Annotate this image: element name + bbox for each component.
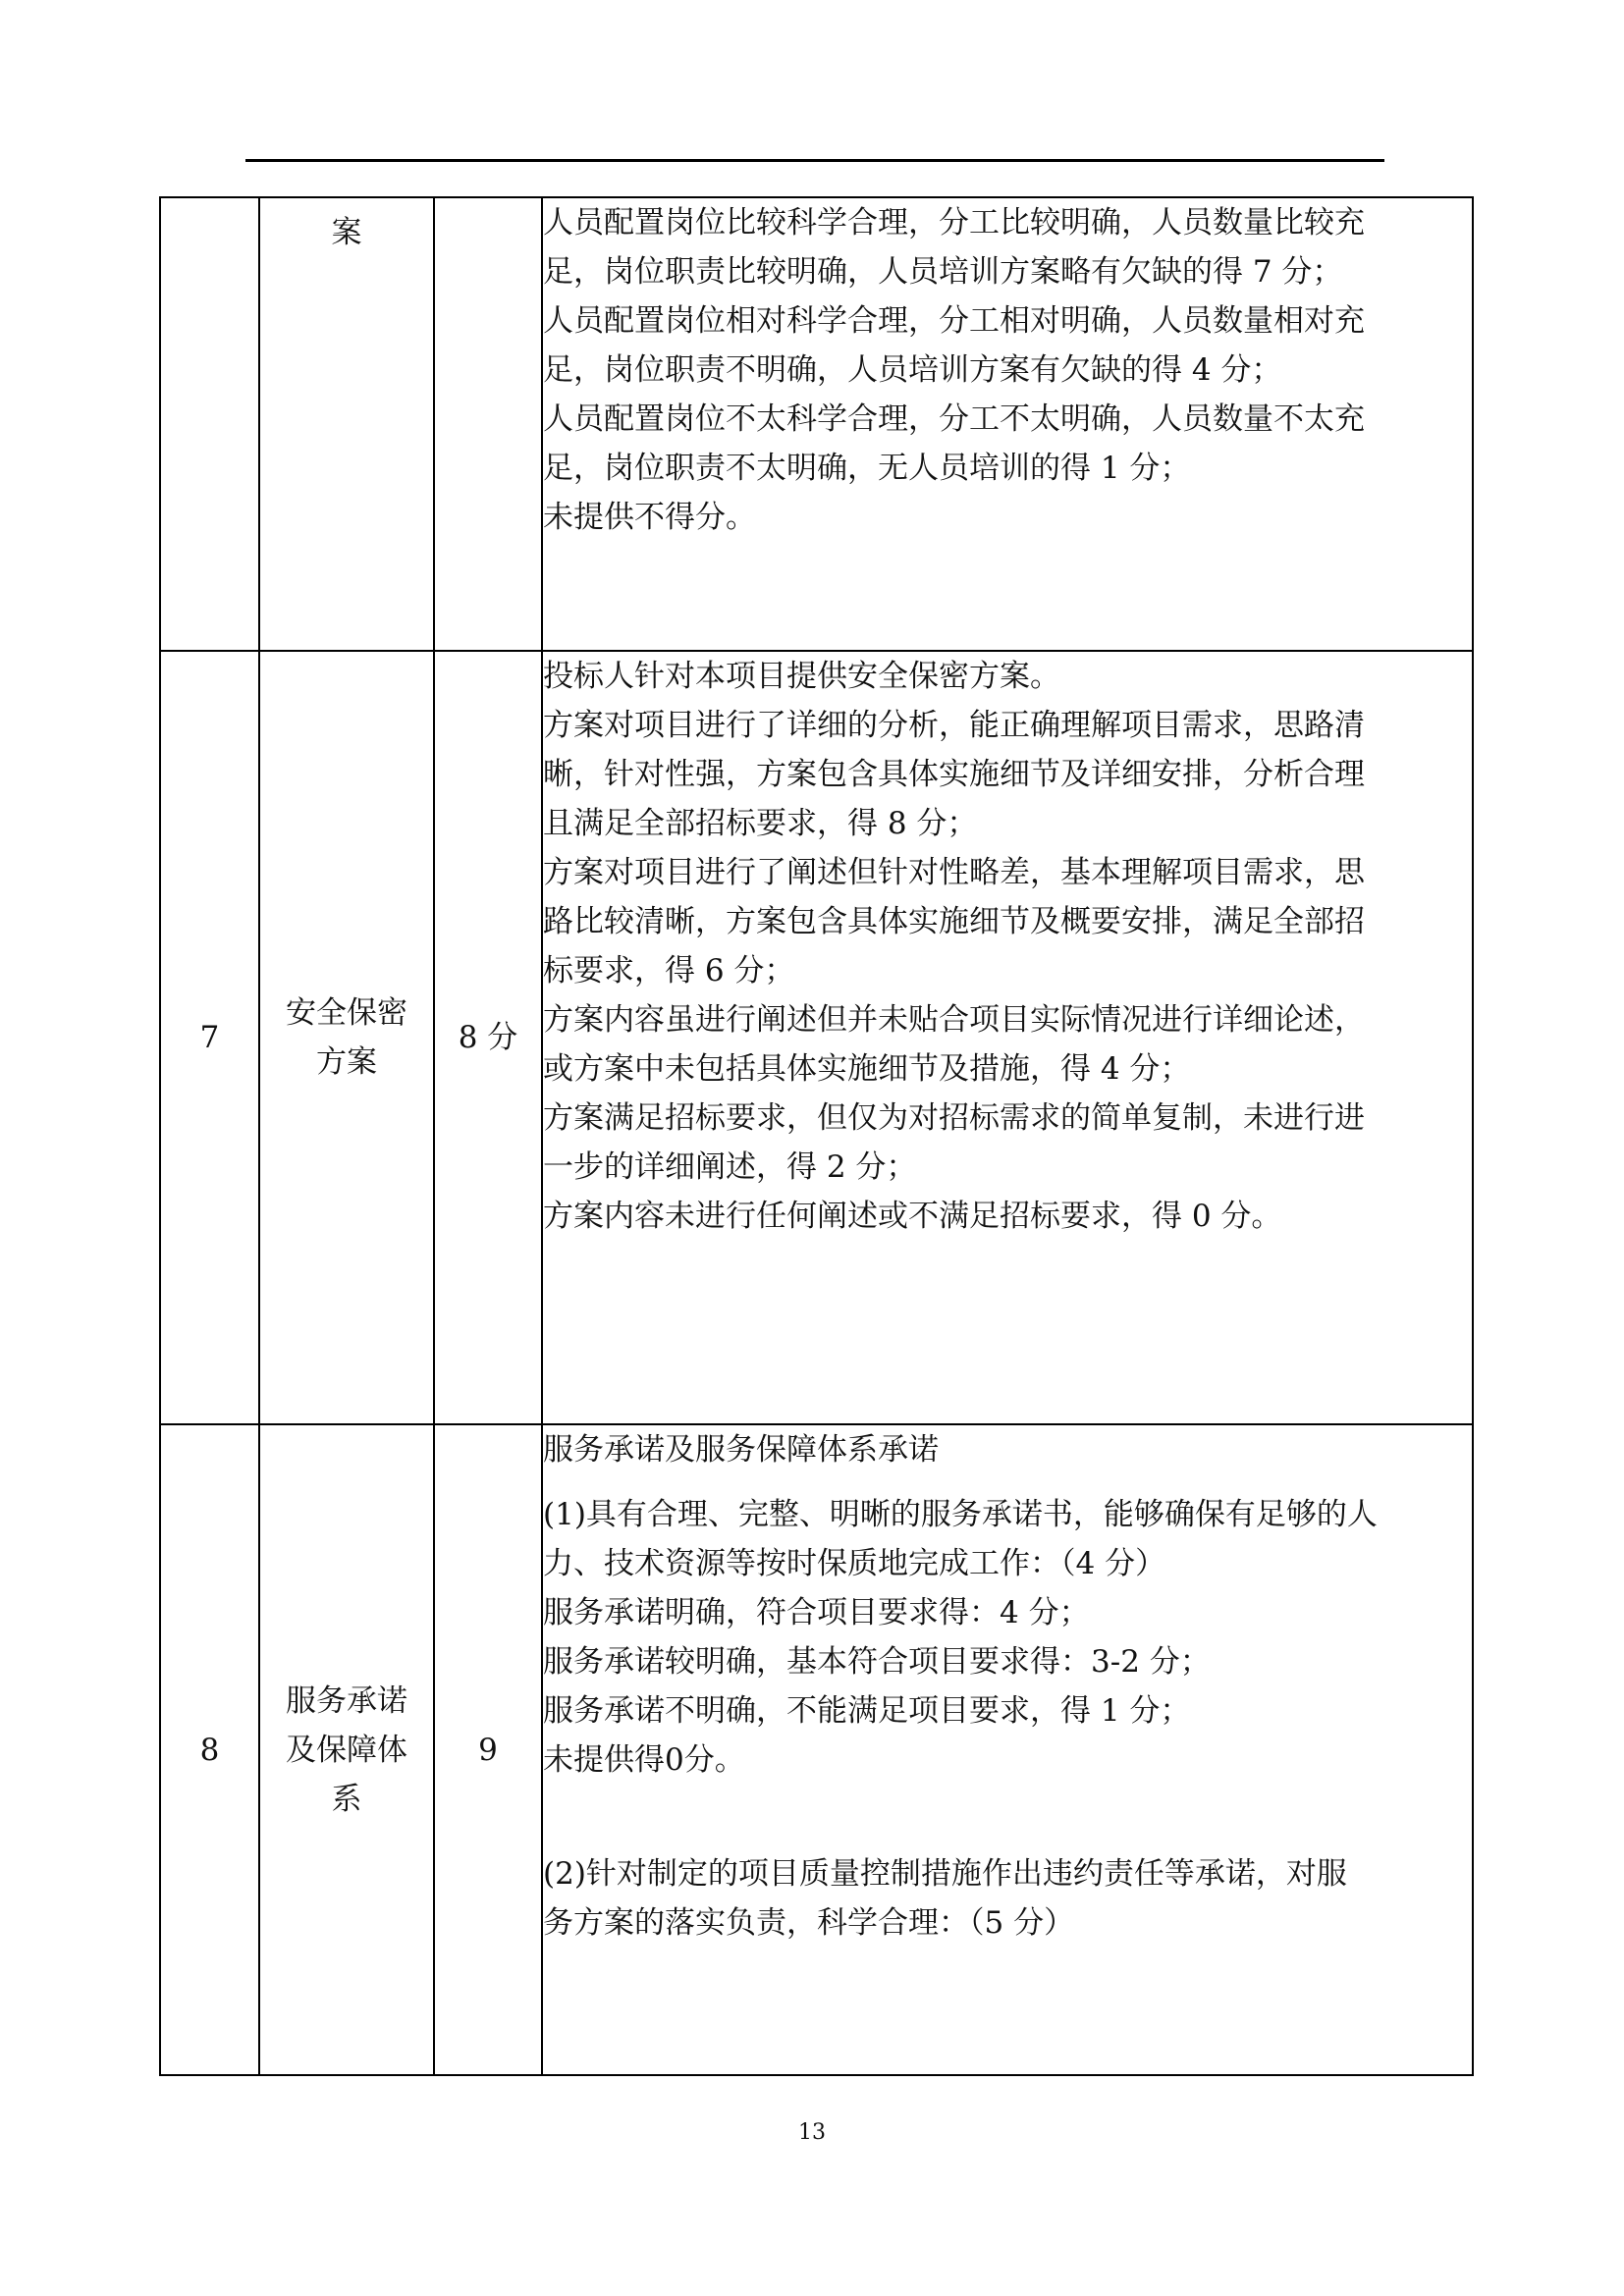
spacer [543,1785,1472,1849]
criteria-line: 足，岗位职责不明确，人员培训方案有欠缺的得 4 分； [543,352,1282,388]
criteria-line: 力、技术资源等按时保质地完成工作：（4 分） [543,1546,1166,1581]
criteria-line: 且满足全部招标要求，得 8 分； [543,806,978,841]
spacer [543,1474,1472,1490]
criteria-line: 方案满足招标要求，但仅为对招标需求的简单复制，未进行进 [543,1100,1365,1136]
criteria-line: 服务承诺不明确，不能满足项目要求，得 1 分； [543,1693,1191,1729]
criteria-line: 服务承诺明确，符合项目要求得：4 分； [543,1595,1090,1630]
criteria-line: 方案内容未进行任何阐述或不满足招标要求，得 0 分。 [543,1199,1282,1234]
item-name-line: 安全保密 [286,995,407,1031]
criteria-line: 务方案的落实负责，科学合理：（5 分） [543,1905,1075,1941]
item-name [259,651,434,1424]
item-number [160,197,259,651]
item-name-line: 服务承诺 [286,1682,407,1719]
criteria-line: 一步的详细阐述，得 2 分； [543,1149,917,1185]
criteria-line: 足，岗位职责不太明确，无人员培训的得 1 分； [543,451,1191,486]
page-number: 13 [798,2120,826,2145]
item-name [259,1424,434,2075]
criteria-line: 足，岗位职责比较明确，人员培训方案略有欠缺的得 7 分； [543,254,1343,290]
criteria-line: 未提供得0分。 [543,1742,745,1778]
table-row [160,197,1473,651]
header-rule [245,159,1384,162]
item-name-line: 及保障体 [286,1732,407,1768]
item-score [434,197,542,651]
criteria-line: 未提供不得分。 [543,500,756,535]
criteria-line: 标要求，得 6 分； [543,953,795,988]
criteria-line: 方案内容虽进行阐述但并未贴合项目实际情况进行详细论述， [543,1002,1365,1038]
item-name-line: 方案 [316,1044,377,1080]
item-score: 8 分 [434,651,542,1424]
criteria-line: 或方案中未包括具体实施细节及措施，得 4 分； [543,1051,1191,1087]
item-number: 7 [160,651,259,1424]
item-name [259,197,434,651]
criteria-line: 投标人针对本项目提供安全保密方案。 [543,659,1060,694]
table-row [160,651,1473,1424]
criteria-line: 服务承诺较明确，基本符合项目要求得：3-2 分； [543,1644,1211,1680]
criteria-line: (1)具有合理、完整、明晰的服务承诺书，能够确保有足够的人 [543,1497,1378,1532]
criteria-line: 人员配置岗位不太科学合理，分工不太明确，人员数量不太充 [543,401,1365,437]
criteria-line: 人员配置岗位比较科学合理，分工比较明确，人员数量比较充 [543,205,1365,240]
item-name-line: 系 [331,1781,362,1817]
scoring-criteria [542,197,1473,651]
criteria-line: 方案对项目进行了阐述但针对性略差，基本理解项目需求，思 [543,855,1365,890]
criteria-line: 人员配置岗位相对科学合理，分工相对明确，人员数量相对充 [543,303,1365,339]
criteria-line: 方案对项目进行了详细的分析，能正确理解项目需求，思路清 [543,708,1365,743]
criteria-line: 路比较清晰，方案包含具体实施细节及概要安排，满足全部招 [543,904,1365,939]
scoring-criteria [542,651,1473,1424]
item-name-line: 案 [331,215,362,250]
item-number: 8 [160,1424,259,2075]
table-row [160,1424,1473,2075]
scoring-criteria [542,1424,1473,2075]
scoring-table [159,196,1474,2076]
criteria-line: 晰，针对性强，方案包含具体实施细节及详细安排，分析合理 [543,757,1365,792]
criteria-line: 服务承诺及服务保障体系承诺 [543,1432,939,1468]
item-score: 9 [434,1424,542,2075]
criteria-line: (2)针对制定的项目质量控制措施作出违约责任等承诺，对服 [543,1856,1347,1892]
